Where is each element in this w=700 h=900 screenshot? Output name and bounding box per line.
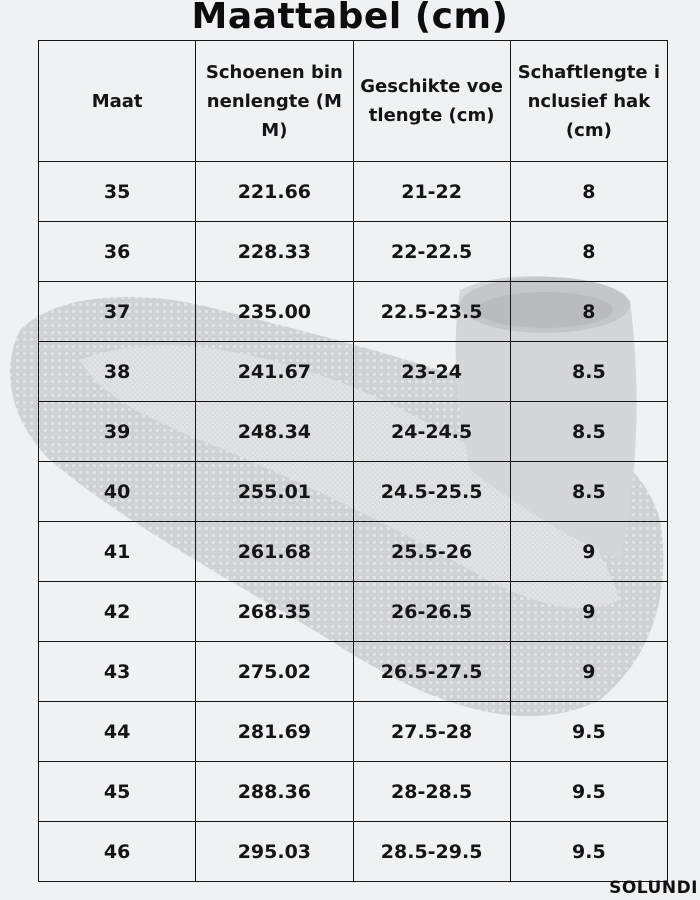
cell-shaft-length: 8.5: [510, 462, 667, 522]
cell-shaft-length: 8.5: [510, 402, 667, 462]
cell-inner-length: 235.00: [196, 282, 353, 342]
header-shaft-length: Schaftlengte inclusief hak (cm): [510, 41, 667, 162]
size-table: [38, 40, 668, 882]
cell-inner-length: 281.69: [196, 702, 353, 762]
cell-size: 42: [39, 582, 196, 642]
cell-size: 40: [39, 462, 196, 522]
cell-shaft-length: 8: [510, 222, 667, 282]
table-row: [39, 222, 668, 282]
cell-foot-length: 26.5-27.5: [353, 642, 510, 702]
cell-shaft-length: 9.5: [510, 762, 667, 822]
cell-size: 37: [39, 282, 196, 342]
table-row: [39, 642, 668, 702]
cell-size: 43: [39, 642, 196, 702]
cell-foot-length: 22.5-23.5: [353, 282, 510, 342]
header-foot-length: Geschikte voetlengte (cm): [353, 41, 510, 162]
cell-foot-length: 22-22.5: [353, 222, 510, 282]
cell-foot-length: 23-24: [353, 342, 510, 402]
table-row: [39, 282, 668, 342]
cell-shaft-length: 8.5: [510, 342, 667, 402]
cell-foot-length: 26-26.5: [353, 582, 510, 642]
cell-size: 44: [39, 702, 196, 762]
cell-inner-length: 275.02: [196, 642, 353, 702]
cell-foot-length: 24-24.5: [353, 402, 510, 462]
cell-inner-length: 228.33: [196, 222, 353, 282]
table-row: [39, 162, 668, 222]
cell-inner-length: 295.03: [196, 822, 353, 882]
cell-inner-length: 221.66: [196, 162, 353, 222]
table-row: [39, 762, 668, 822]
cell-size: 38: [39, 342, 196, 402]
table-row: [39, 462, 668, 522]
cell-inner-length: 261.68: [196, 522, 353, 582]
cell-foot-length: 27.5-28: [353, 702, 510, 762]
table-row: [39, 702, 668, 762]
header-size: Maat: [39, 41, 196, 162]
page-title: Maattabel (cm): [191, 0, 509, 37]
cell-size: 39: [39, 402, 196, 462]
cell-shaft-length: 8: [510, 282, 667, 342]
cell-inner-length: 268.35: [196, 582, 353, 642]
cell-shaft-length: 9.5: [510, 822, 667, 882]
cell-shaft-length: 9.5: [510, 702, 667, 762]
cell-inner-length: 241.67: [196, 342, 353, 402]
table-row: [39, 402, 668, 462]
table-row: [39, 582, 668, 642]
cell-size: 36: [39, 222, 196, 282]
table-body: [39, 162, 668, 882]
cell-foot-length: 28-28.5: [353, 762, 510, 822]
cell-foot-length: 28.5-29.5: [353, 822, 510, 882]
table-row: [39, 822, 668, 882]
cell-foot-length: 24.5-25.5: [353, 462, 510, 522]
cell-size: 45: [39, 762, 196, 822]
cell-inner-length: 288.36: [196, 762, 353, 822]
cell-shaft-length: 8: [510, 162, 667, 222]
cell-size: 35: [39, 162, 196, 222]
cell-size: 41: [39, 522, 196, 582]
cell-foot-length: 21-22: [353, 162, 510, 222]
brand-logo: SOLUNDI: [609, 878, 698, 898]
cell-shaft-length: 9: [510, 642, 667, 702]
table-header-row: [39, 41, 668, 162]
cell-shaft-length: 9: [510, 582, 667, 642]
table-row: [39, 342, 668, 402]
header-inner-length: Schoenen binnenlengte (MM): [196, 41, 353, 162]
cell-shaft-length: 9: [510, 522, 667, 582]
cell-foot-length: 25.5-26: [353, 522, 510, 582]
cell-size: 46: [39, 822, 196, 882]
cell-inner-length: 248.34: [196, 402, 353, 462]
cell-inner-length: 255.01: [196, 462, 353, 522]
table-row: [39, 522, 668, 582]
